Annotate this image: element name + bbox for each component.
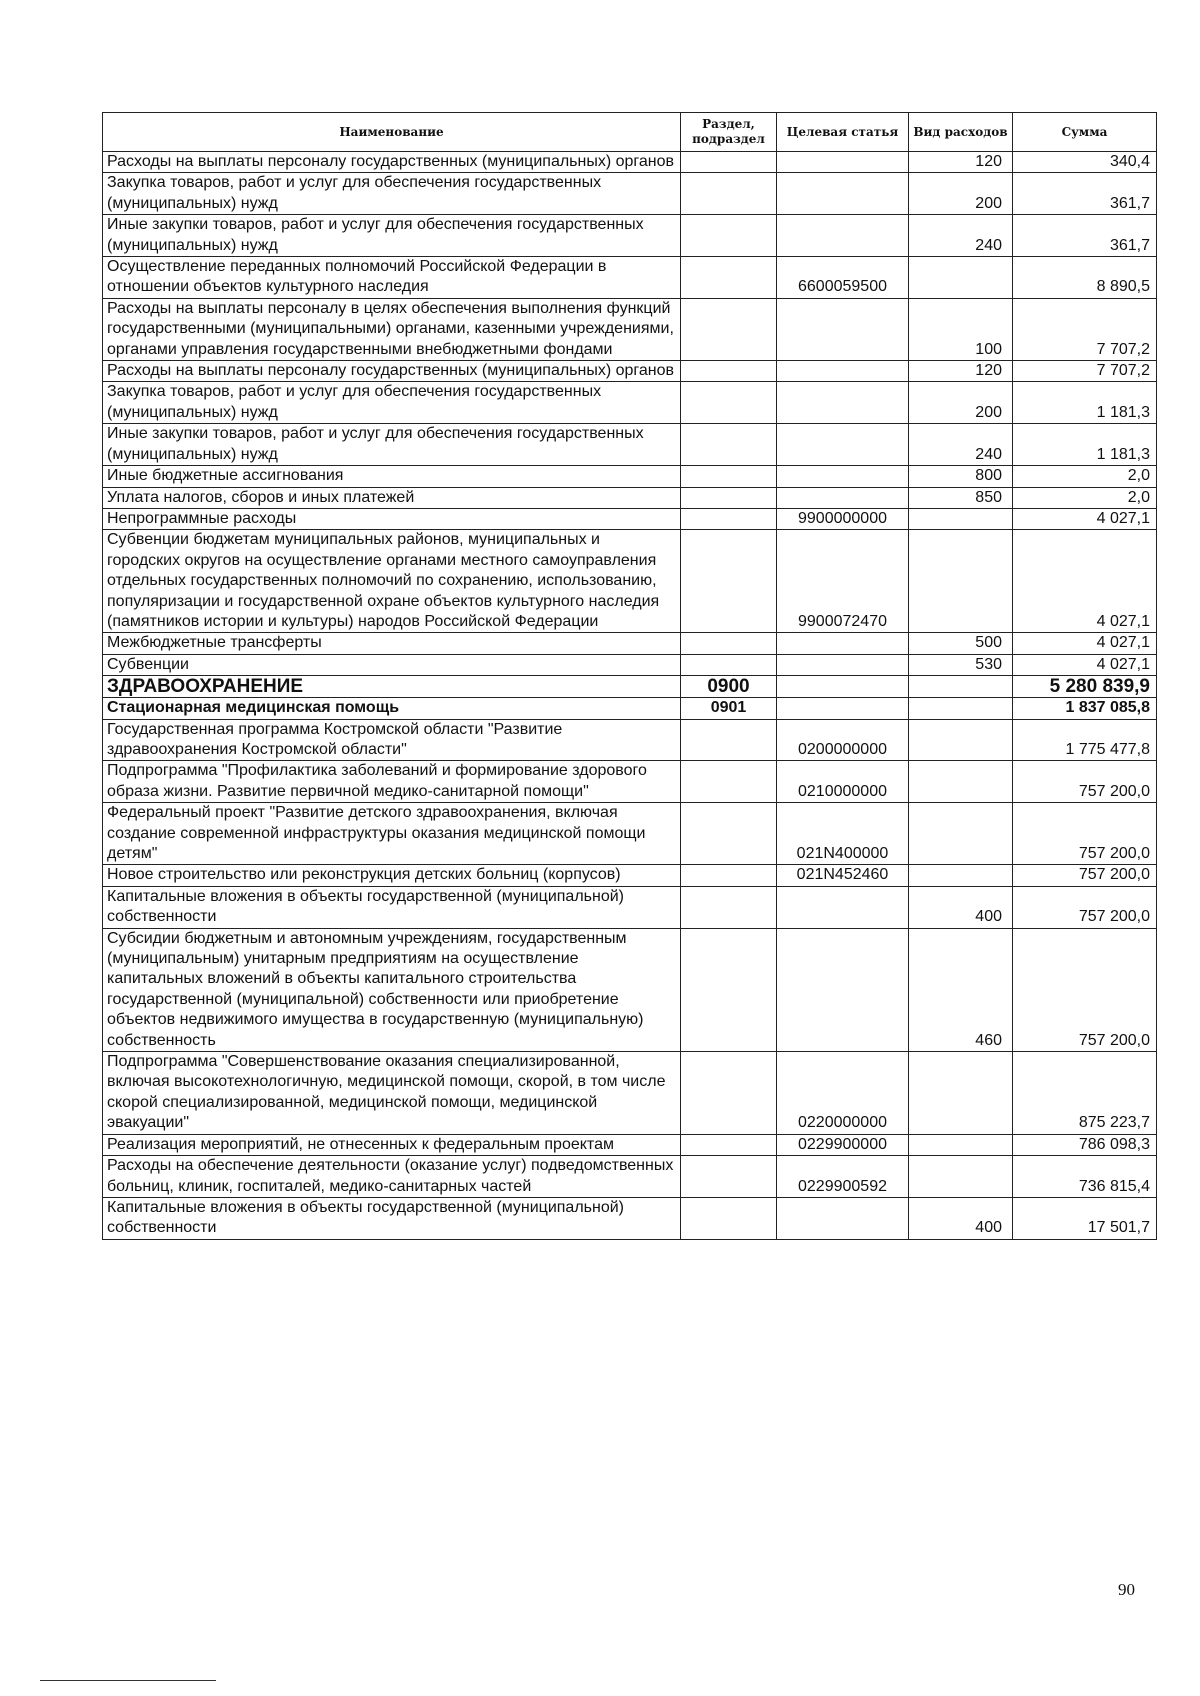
budget-table [102,112,1157,1240]
cell-vid [909,1134,1013,1155]
cell-name: Расходы на обеспечение деятельности (оказание услуг) подведомственных больниц, клиник, госпиталей, медико-санитарных частей [103,1156,681,1198]
cell-name: Реализация мероприятий, не отнесенных к федеральным проектам [103,1134,681,1155]
cell-vid: 200 [909,382,1013,424]
cell-razdel [681,530,777,633]
cell-name: Государственная программа Костромской области "Развитие здравоохранения Костромской области" [103,719,681,761]
cell-razdel [681,654,777,675]
table-row [103,1134,1157,1155]
cell-vid [909,865,1013,886]
table-row [103,886,1157,928]
cell-summa: 4 027,1 [1013,530,1157,633]
header-celevaya: Целевая статья [777,113,909,152]
cell-vid [909,803,1013,865]
table-row [103,466,1157,487]
cell-name: Субвенции [103,654,681,675]
cell-razdel [681,361,777,382]
cell-celevaya [777,466,909,487]
table-row [103,1156,1157,1198]
table-row [103,803,1157,865]
table-row [103,382,1157,424]
cell-name: Подпрограмма "Совершенствование оказания специализированной, включая высокотехнологичную, медицинской помощи, скорой, в том числе скорой специализированной, медицинской помощи, медицинской эвакуации" [103,1052,681,1135]
cell-name: Закупка товаров, работ и услуг для обеспечения государственных (муниципальных) нужд [103,382,681,424]
cell-summa: 1 775 477,8 [1013,719,1157,761]
cell-razdel [681,487,777,508]
table-row [103,719,1157,761]
cell-vid: 400 [909,886,1013,928]
cell-celevaya: 0200000000 [777,719,909,761]
cell-razdel [681,1197,777,1239]
cell-summa: 2,0 [1013,466,1157,487]
cell-vid: 100 [909,298,1013,360]
cell-vid [909,257,1013,299]
table-row [103,1197,1157,1239]
cell-summa: 8 890,5 [1013,257,1157,299]
table-row [103,761,1157,803]
cell-razdel [681,215,777,257]
cell-summa: 7 707,2 [1013,361,1157,382]
cell-name: Иные закупки товаров, работ и услуг для обеспечения государственных (муниципальных) нужд [103,424,681,466]
cell-summa: 757 200,0 [1013,865,1157,886]
cell-name: Расходы на выплаты персоналу в целях обеспечения выполнения функций государственными (муниципальными) органами, казенными учреждениями, органами управления государственными внебюджетными фондами [103,298,681,360]
table-row [103,676,1157,698]
cell-name: Осуществление переданных полномочий Российской Федерации в отношении объектов культурного наследия [103,257,681,299]
cell-celevaya: 0229900000 [777,1134,909,1155]
cell-celevaya [777,215,909,257]
table-row [103,654,1157,675]
cell-summa: 1 837 085,8 [1013,698,1157,719]
cell-vid [909,1156,1013,1198]
table-row [103,1052,1157,1135]
cell-razdel: 0901 [681,698,777,719]
cell-celevaya: 021N400000 [777,803,909,865]
cell-razdel [681,1156,777,1198]
table-body [103,152,1157,1240]
cell-celevaya [777,424,909,466]
cell-name: Иные закупки товаров, работ и услуг для обеспечения государственных (муниципальных) нужд [103,215,681,257]
table-row [103,152,1157,173]
table-row [103,257,1157,299]
table-row [103,298,1157,360]
cell-summa: 4 027,1 [1013,654,1157,675]
table-header-row [103,113,1157,152]
cell-razdel: 0900 [681,676,777,698]
cell-vid [909,698,1013,719]
cell-name: Иные бюджетные ассигнования [103,466,681,487]
cell-vid: 240 [909,424,1013,466]
cell-summa: 4 027,1 [1013,508,1157,529]
cell-summa: 5 280 839,9 [1013,676,1157,698]
cell-name: Капитальные вложения в объекты государственной (муниципальной) собственности [103,886,681,928]
cell-celevaya: 9900000000 [777,508,909,529]
table-row [103,215,1157,257]
cell-vid: 400 [909,1197,1013,1239]
cell-name: Межбюджетные трансферты [103,633,681,654]
table-row [103,173,1157,215]
cell-summa: 17 501,7 [1013,1197,1157,1239]
cell-vid: 120 [909,152,1013,173]
cell-razdel [681,1134,777,1155]
footer-rule [40,1680,216,1681]
cell-razdel [681,152,777,173]
cell-summa: 4 027,1 [1013,633,1157,654]
cell-celevaya [777,1197,909,1239]
cell-summa: 757 200,0 [1013,803,1157,865]
cell-summa: 1 181,3 [1013,382,1157,424]
cell-celevaya [777,633,909,654]
cell-name: Новое строительство или реконструкция детских больниц (корпусов) [103,865,681,886]
cell-razdel [681,865,777,886]
table-row [103,487,1157,508]
cell-razdel [681,508,777,529]
cell-summa: 757 200,0 [1013,761,1157,803]
table-row [103,424,1157,466]
cell-name: Капитальные вложения в объекты государственной (муниципальной) собственности [103,1197,681,1239]
cell-name: Подпрограмма "Профилактика заболеваний и формирование здорового образа жизни. Развитие первичной медико-санитарной помощи" [103,761,681,803]
cell-razdel [681,257,777,299]
cell-razdel [681,928,777,1051]
cell-name: Субсидии бюджетным и автономным учреждениям, государственным (муниципальным) унитарным предприятиям на осуществление капитальных вложений в объекты капитального строительства государственной (муниципальной) собственности или приобретение объектов недвижимого имущества в государственную (муниципальную) собственность [103,928,681,1051]
cell-vid [909,1052,1013,1135]
cell-vid: 850 [909,487,1013,508]
cell-vid [909,676,1013,698]
cell-razdel [681,1052,777,1135]
cell-name: Расходы на выплаты персоналу государственных (муниципальных) органов [103,152,681,173]
cell-vid [909,508,1013,529]
cell-vid: 460 [909,928,1013,1051]
cell-name: Субвенции бюджетам муниципальных районов, муниципальных и городских округов на осуществление органами местного самоуправления отдельных государственных полномочий по сохранению, использованию, популяризации и государственной охране объектов культурного наследия (памятников истории и культуры) народов Российской Федерации [103,530,681,633]
cell-summa: 361,7 [1013,215,1157,257]
header-name: Наименование [103,113,681,152]
cell-vid: 800 [909,466,1013,487]
cell-celevaya [777,382,909,424]
header-summa: Сумма [1013,113,1157,152]
cell-razdel [681,761,777,803]
header-vid: Вид расходов [909,113,1013,152]
cell-name: Закупка товаров, работ и услуг для обеспечения государственных (муниципальных) нужд [103,173,681,215]
cell-name: Уплата налогов, сборов и иных платежей [103,487,681,508]
cell-celevaya: 0210000000 [777,761,909,803]
page-number: 90 [1118,1580,1135,1599]
cell-razdel [681,424,777,466]
cell-razdel [681,466,777,487]
cell-name: Стационарная медицинская помощь [103,698,681,719]
cell-summa: 1 181,3 [1013,424,1157,466]
cell-celevaya [777,928,909,1051]
table-row [103,508,1157,529]
cell-name: Федеральный проект "Развитие детского здравоохранения, включая создание современной инфраструктуры оказания медицинской помощи детям" [103,803,681,865]
cell-summa: 757 200,0 [1013,886,1157,928]
cell-razdel [681,803,777,865]
cell-vid [909,761,1013,803]
cell-vid: 120 [909,361,1013,382]
cell-summa: 875 223,7 [1013,1052,1157,1135]
cell-celevaya [777,298,909,360]
table-row [103,698,1157,719]
cell-summa: 361,7 [1013,173,1157,215]
cell-summa: 340,4 [1013,152,1157,173]
header-razdel: Раздел, подраздел [681,113,777,152]
cell-celevaya [777,487,909,508]
cell-vid: 500 [909,633,1013,654]
cell-summa: 757 200,0 [1013,928,1157,1051]
table-row [103,361,1157,382]
cell-celevaya: 9900072470 [777,530,909,633]
cell-razdel [681,886,777,928]
cell-celevaya [777,886,909,928]
table-row [103,865,1157,886]
table-row [103,633,1157,654]
cell-name: Расходы на выплаты персоналу государственных (муниципальных) органов [103,361,681,382]
cell-vid: 530 [909,654,1013,675]
cell-celevaya [777,654,909,675]
cell-celevaya: 0220000000 [777,1052,909,1135]
cell-celevaya [777,676,909,698]
cell-celevaya [777,698,909,719]
cell-celevaya [777,361,909,382]
cell-vid: 200 [909,173,1013,215]
table-row [103,928,1157,1051]
cell-vid [909,530,1013,633]
cell-summa: 7 707,2 [1013,298,1157,360]
cell-celevaya: 6600059500 [777,257,909,299]
cell-summa: 736 815,4 [1013,1156,1157,1198]
cell-name: Непрограммные расходы [103,508,681,529]
cell-summa: 2,0 [1013,487,1157,508]
cell-vid [909,719,1013,761]
cell-razdel [681,298,777,360]
cell-celevaya [777,152,909,173]
cell-summa: 786 098,3 [1013,1134,1157,1155]
cell-razdel [681,633,777,654]
budget-sheet [102,112,1156,1240]
cell-razdel [681,382,777,424]
cell-razdel [681,173,777,215]
cell-razdel [681,719,777,761]
cell-celevaya: 021N452460 [777,865,909,886]
cell-name: ЗДРАВООХРАНЕНИЕ [103,676,681,698]
cell-celevaya [777,173,909,215]
cell-vid: 240 [909,215,1013,257]
cell-celevaya: 0229900592 [777,1156,909,1198]
table-row [103,530,1157,633]
